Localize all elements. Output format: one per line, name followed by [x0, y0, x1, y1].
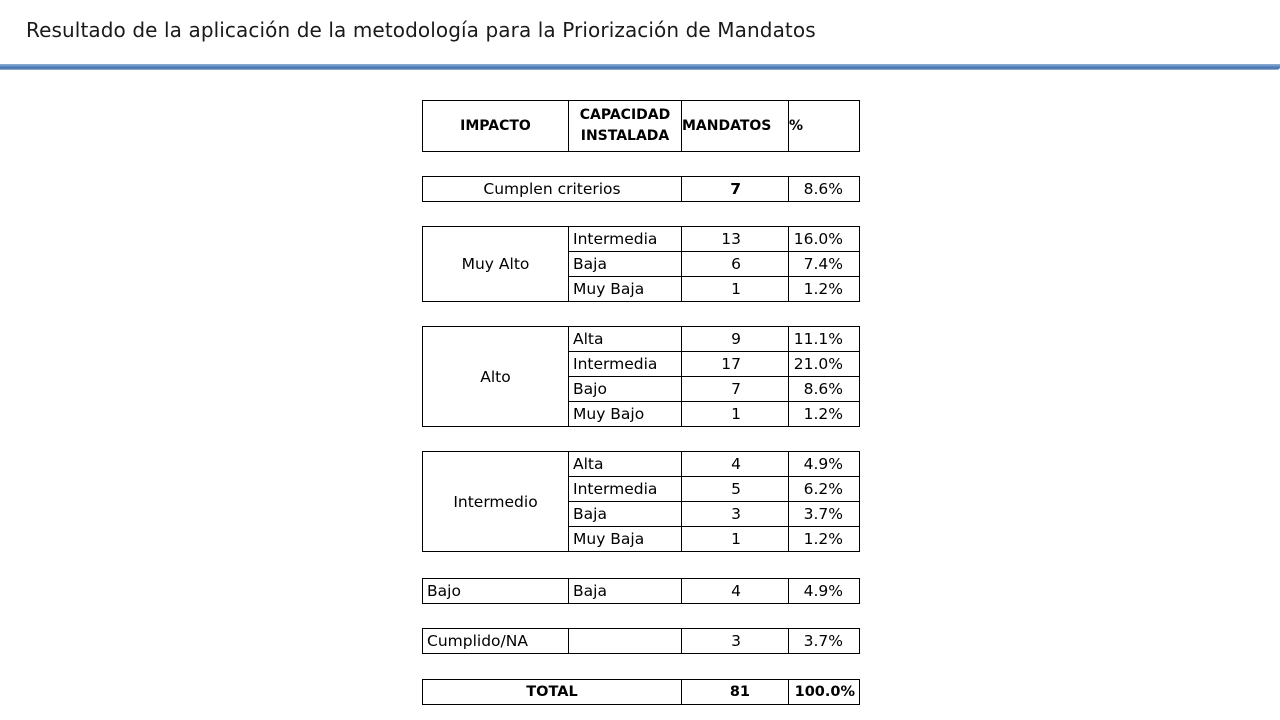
total-percent: 100.0%	[789, 680, 860, 705]
mandatos-cell: 3	[682, 502, 789, 527]
bajo-table	[422, 578, 860, 604]
cumplen-label: Cumplen criterios	[423, 177, 682, 202]
header-impacto: IMPACTO	[423, 101, 569, 152]
percent-cell: 21.0%	[789, 352, 860, 377]
title-divider	[0, 64, 1280, 70]
mandatos-cell: 5	[682, 477, 789, 502]
table-row	[423, 227, 860, 252]
header-mandatos: MANDATOS	[682, 101, 789, 152]
percent-cell: 6.2%	[789, 477, 860, 502]
table-row	[423, 177, 860, 202]
cumplido-impacto: Cumplido/NA	[423, 629, 569, 654]
total-label: TOTAL	[423, 680, 682, 705]
total-table	[422, 679, 860, 705]
percent-cell: 16.0%	[789, 227, 860, 252]
capacidad-cell: Intermedia	[569, 352, 682, 377]
capacidad-cell: Intermedia	[569, 477, 682, 502]
mandatos-cell: 17	[682, 352, 789, 377]
total-mandatos: 81	[682, 680, 789, 705]
mandatos-cell: 9	[682, 327, 789, 352]
header-table	[422, 100, 860, 152]
percent-cell: 1.2%	[789, 277, 860, 302]
capacidad-cell: Intermedia	[569, 227, 682, 252]
header-capacidad-line2: INSTALADA	[580, 128, 670, 144]
capacidad-cell: Muy Bajo	[569, 402, 682, 427]
cumplido-table	[422, 628, 860, 654]
bajo-impacto: Bajo	[423, 579, 569, 604]
capacidad-cell: Bajo	[569, 377, 682, 402]
table-row	[423, 452, 860, 477]
cumplen-criterios-table	[422, 176, 860, 202]
muy-alto-table	[422, 226, 860, 302]
capacidad-cell: Muy Baja	[569, 277, 682, 302]
capacidad-cell: Baja	[569, 579, 682, 604]
capacidad-cell: Alta	[569, 327, 682, 352]
mandatos-cell: 4	[682, 452, 789, 477]
mandatos-cell: 6	[682, 252, 789, 277]
table-row	[423, 327, 860, 352]
percent-cell: 8.6%	[789, 377, 860, 402]
mandatos-cell: 1	[682, 402, 789, 427]
mandatos-cell: 7	[682, 377, 789, 402]
mandatos-cell: 4	[682, 579, 789, 604]
table-row	[423, 579, 860, 604]
percent-cell: 1.2%	[789, 402, 860, 427]
capacidad-cell: Baja	[569, 252, 682, 277]
mandatos-cell: 1	[682, 277, 789, 302]
cumplen-mandatos: 7	[682, 177, 789, 202]
alto-table	[422, 326, 860, 427]
percent-cell: 4.9%	[789, 579, 860, 604]
table-row	[423, 629, 860, 654]
capacidad-cell	[569, 629, 682, 654]
intermedio-impacto: Intermedio	[423, 452, 569, 552]
header-percent: %	[789, 101, 860, 152]
muy-alto-impacto: Muy Alto	[423, 227, 569, 302]
cumplen-percent: 8.6%	[789, 177, 860, 202]
capacidad-cell: Muy Baja	[569, 527, 682, 552]
header-capacidad-line1: CAPACIDAD	[579, 107, 671, 123]
mandatos-cell: 13	[682, 227, 789, 252]
percent-cell: 3.7%	[789, 629, 860, 654]
header-row	[423, 101, 860, 152]
percent-cell: 11.1%	[789, 327, 860, 352]
percent-cell: 3.7%	[789, 502, 860, 527]
total-row	[423, 680, 860, 705]
alto-impacto: Alto	[423, 327, 569, 427]
percent-cell: 1.2%	[789, 527, 860, 552]
capacidad-cell: Alta	[569, 452, 682, 477]
mandatos-cell: 3	[682, 629, 789, 654]
intermedio-table	[422, 451, 860, 552]
percent-cell: 7.4%	[789, 252, 860, 277]
percent-cell: 4.9%	[789, 452, 860, 477]
header-capacidad	[569, 101, 682, 152]
slide-title: Resultado de la aplicación de la metodología para la Priorización de Mandatos	[26, 18, 816, 42]
capacidad-cell: Baja	[569, 502, 682, 527]
mandatos-cell: 1	[682, 527, 789, 552]
